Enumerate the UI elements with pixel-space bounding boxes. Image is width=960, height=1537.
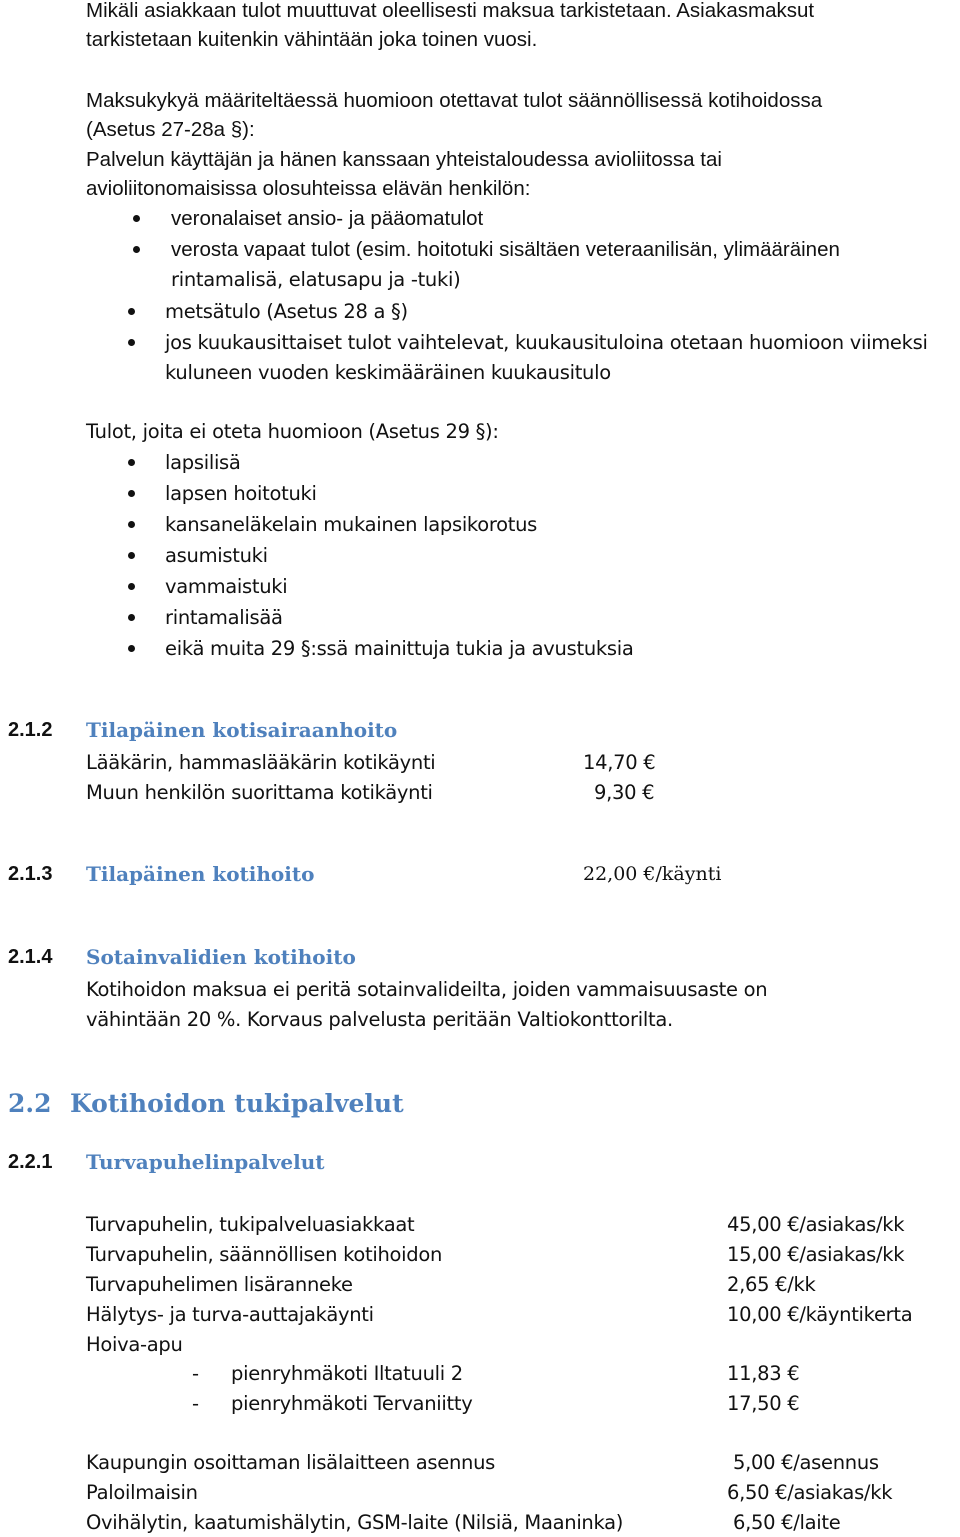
bullet-icon (128, 459, 135, 466)
income-bullet-3: metsätulo (Asetus 28 a §) (165, 300, 408, 323)
fee-label: Turvapuhelin, tukipalveluasiakkaat (86, 1213, 415, 1236)
fee-label: Lääkärin, hammaslääkärin kotikäynti (86, 751, 436, 774)
section-text-line-2: vähintään 20 %. Korvaus palvelusta peritään Valtiokonttorilta. (86, 1008, 673, 1031)
bullet-icon (128, 490, 135, 497)
income-bullet-2: verosta vapaat tulot (esim. hoitotuki sisältäen veteraanilisän, ylimääräinen (171, 238, 840, 261)
section-number: 2.1.4 (8, 946, 53, 968)
fee-value: 17,50 € (727, 1392, 800, 1415)
fee-label: Turvapuhelin, säännöllisen kotihoidon (86, 1243, 443, 1266)
income-line-1: Maksukykyä määriteltäessä huomioon otettavat tulot säännöllisessä kotihoidossa (86, 89, 823, 112)
bullet-icon (128, 552, 135, 559)
bullet-icon (128, 614, 135, 621)
income-line-4: avioliitonomaisissa olosuhteissa elävän henkilön: (86, 177, 531, 200)
section-number: 2.1.3 (8, 863, 53, 885)
bullet-icon (133, 215, 140, 222)
fee-label: Kaupungin osoittaman lisälaitteen asennus (86, 1451, 495, 1474)
fee-label: Hälytys- ja turva-auttajakäynti (86, 1303, 374, 1326)
fee-value: 10,00 €/käyntikerta (727, 1303, 913, 1326)
excluded-intro: Tulot, joita ei oteta huomioon (Asetus 29 §): (86, 420, 499, 443)
section-title: Turvapuhelinpalvelut (86, 1150, 325, 1174)
excluded-item: vammaistuki (165, 575, 288, 598)
chapter-number: 2.2 (8, 1089, 52, 1118)
income-bullet-4-cont: kuluneen vuoden keskimääräinen kuukausitulo (165, 361, 611, 384)
excluded-item: eikä muita 29 §:ssä mainittuja tukia ja avustuksia (165, 637, 634, 660)
fee-label: Turvapuhelimen lisäranneke (86, 1273, 353, 1296)
hoiva-apu-label: Hoiva-apu (86, 1333, 183, 1356)
section-title: Tilapäinen kotihoito (86, 862, 315, 886)
fee-value: 2,65 €/kk (727, 1273, 816, 1296)
excluded-item: lapsilisä (165, 451, 241, 474)
section-title: Sotainvalidien kotihoito (86, 945, 356, 969)
dash-marker: - (192, 1392, 199, 1415)
intro-line-2: tarkistetaan kuitenkin vähintään joka toinen vuosi. (86, 28, 538, 51)
chapter-title: Kotihoidon tukipalvelut (70, 1089, 404, 1118)
bullet-icon (128, 645, 135, 652)
income-bullet-4: jos kuukausittaiset tulot vaihtelevat, kuukausituloina otetaan huomioon viimeksi (165, 331, 928, 354)
income-line-3: Palvelun käyttäjän ja hänen kanssaan yhteistaloudessa avioliitossa tai (86, 148, 722, 171)
bullet-icon (128, 521, 135, 528)
fee-value: 5,00 €/asennus (733, 1451, 879, 1474)
excluded-item: lapsen hoitotuki (165, 482, 317, 505)
intro-line-1: Mikäli asiakkaan tulot muuttuvat oleellisesti maksua tarkistetaan. Asiakasmaksut (86, 0, 815, 22)
fee-value: 6,50 €/laite (733, 1511, 841, 1534)
fee-label: pienryhmäkoti Tervaniitty (231, 1392, 473, 1415)
fee-value: 45,00 €/asiakas/kk (727, 1213, 905, 1236)
fee-value: 9,30 € (594, 781, 655, 804)
fee-label: pienryhmäkoti Iltatuuli 2 (231, 1362, 463, 1385)
fee-value: 14,70 € (583, 751, 656, 774)
fee-value: 15,00 €/asiakas/kk (727, 1243, 905, 1266)
section-text-line-1: Kotihoidon maksua ei peritä sotainvalideilta, joiden vammaisuusaste on (86, 978, 768, 1001)
excluded-item: asumistuki (165, 544, 268, 567)
dash-marker: - (192, 1362, 199, 1385)
fee-label: Ovihälytin, kaatumishälytin, GSM-laite (Nilsiä, Maaninka) (86, 1511, 624, 1534)
bullet-icon (128, 339, 135, 346)
bullet-icon (128, 583, 135, 590)
fee-value: 22,00 €/käynti (583, 863, 722, 885)
fee-label: Paloilmaisin (86, 1481, 198, 1504)
fee-label: Muun henkilön suorittama kotikäynti (86, 781, 433, 804)
excluded-item: kansaneläkelain mukainen lapsikorotus (165, 513, 538, 536)
section-title: Tilapäinen kotisairaanhoito (86, 718, 398, 742)
fee-value: 11,83 € (727, 1362, 800, 1385)
section-number: 2.1.2 (8, 719, 53, 741)
section-number: 2.2.1 (8, 1151, 53, 1173)
income-bullet-1: veronalaiset ansio- ja pääomatulot (171, 207, 484, 230)
income-line-2: (Asetus 27-28a §): (86, 118, 255, 141)
fee-value: 6,50 €/asiakas/kk (727, 1481, 893, 1504)
excluded-item: rintamalisää (165, 606, 283, 629)
bullet-icon (128, 308, 135, 315)
bullet-icon (133, 246, 140, 253)
income-bullet-2-cont: rintamalisä, elatusapu ja -tuki) (171, 268, 461, 291)
